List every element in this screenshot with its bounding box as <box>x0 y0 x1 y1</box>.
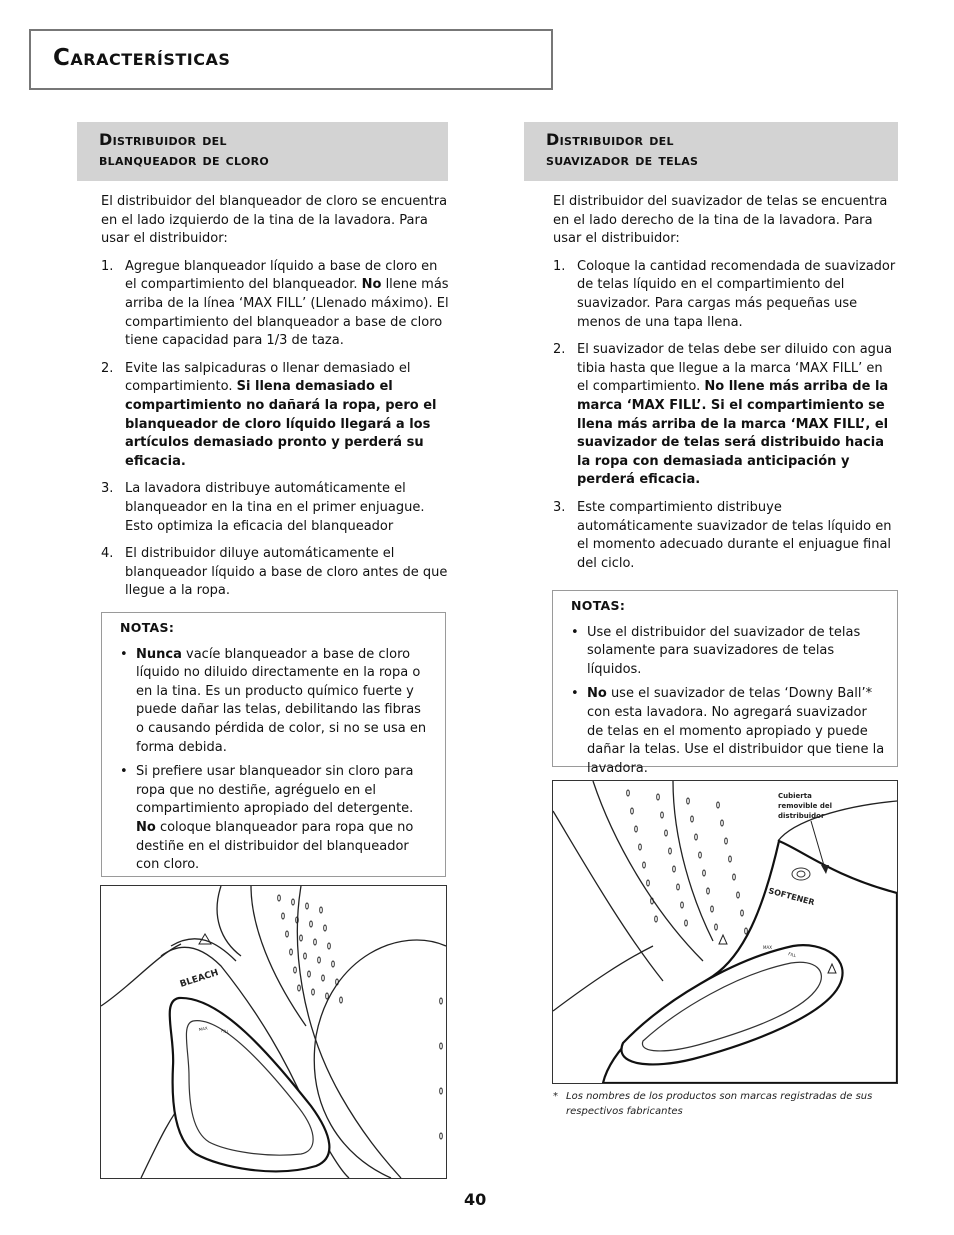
body-text: Este compartimiento distribuye automáticamente suavizador de telas líquido en el momento adecuado durante el enjuague final del ciclo. <box>577 499 892 571</box>
step-number: 3. <box>101 481 114 497</box>
bleach-notes-list <box>120 646 433 875</box>
drum-hole <box>312 989 315 995</box>
drum-hole <box>729 856 732 862</box>
left-step-item <box>101 258 451 351</box>
drum-hole <box>326 993 329 999</box>
body-text: llene más arriba de la línea ‘MAX FILL’ (Llenado máximo). El compartimiento del blanqueador a base de cloro tiene capacidad para 1/3 de taza. <box>125 277 449 349</box>
bleach-dispenser-illustration <box>100 885 447 1179</box>
drum-hole <box>440 1043 443 1049</box>
body-text: El suavizador de telas debe ser diluido con agua tibia hasta que llegue a la marca ‘MAX FILL’ en el compartimiento. <box>577 342 893 395</box>
bleach-section-heading <box>77 122 448 181</box>
softener-callout <box>778 792 832 820</box>
bleach-instructions <box>101 193 451 610</box>
drum-hole <box>304 953 307 959</box>
drum-hole <box>310 921 313 927</box>
drum-hole <box>290 949 293 955</box>
bleach-notes-box <box>101 612 446 877</box>
softener-fill-label: FILL <box>787 951 797 959</box>
drum-hole <box>669 848 672 854</box>
step-number: 2. <box>101 360 114 376</box>
softener-notes-list <box>571 624 885 779</box>
footnote-marker: * <box>553 1091 558 1102</box>
bleach-notes-title: NOTAS: <box>120 620 175 635</box>
drum-hole <box>647 880 650 886</box>
body-text: El distribuidor diluye automáticamente el blanqueador líquido a base de cloro antes de que llegue a la ropa. <box>125 546 448 599</box>
drum-hole <box>308 971 311 977</box>
bleach-max-label: MAX <box>198 1025 208 1032</box>
drum-hole <box>306 903 309 909</box>
body-text: Use el distribuidor del suavizador de telas solamente para suavizadores de telas líquidos. <box>587 624 861 677</box>
right-note-item <box>571 624 885 680</box>
drum-hole <box>639 844 642 850</box>
drum-hole <box>322 975 325 981</box>
drum-hole <box>300 935 303 941</box>
softener-label: SOFTENER <box>767 886 816 908</box>
page-title-box <box>29 29 553 90</box>
left-step-item <box>101 360 451 472</box>
drum-hole <box>695 834 698 840</box>
bullet: • <box>571 624 579 640</box>
drum-hole <box>298 985 301 991</box>
drum-hole <box>745 928 748 934</box>
bleach-heading-line1: Distribuidor del <box>99 130 227 149</box>
drum-hole <box>324 925 327 931</box>
right-step-item <box>553 499 898 573</box>
left-note-item <box>120 763 433 875</box>
bold-text: Si llena demasiado el compartimiento no dañará la ropa, pero el blanqueador de cloro líquido llegará a los artículos demasiado pronto y perderá su eficacia. <box>125 379 437 469</box>
right-note-item <box>571 685 885 778</box>
drum-hole <box>711 906 714 912</box>
left-step-item <box>101 545 451 601</box>
softener-callout-line3: distribuidor <box>778 812 825 820</box>
softener-intro: El distribuidor del suavizador de telas se encuentra en el lado derecho de la tina de la lavadora. Para usar el distribuidor: <box>553 194 888 247</box>
softener-max-label: MAX <box>763 945 772 950</box>
drum-hole <box>661 812 664 818</box>
drum-hole <box>733 874 736 880</box>
drum-hole <box>741 910 744 916</box>
step-number: 1. <box>553 258 566 274</box>
bullet: • <box>120 764 128 780</box>
bold-text: Nunca <box>136 646 182 662</box>
drum-hole <box>699 852 702 858</box>
softener-notes-box <box>552 590 898 776</box>
bleach-dispenser-drawing <box>101 886 446 1178</box>
drum-hole <box>314 939 317 945</box>
bold-text: No <box>136 819 156 835</box>
softener-heading-line1: Distribuidor del <box>546 130 674 149</box>
drum-hole <box>440 1088 443 1094</box>
drum-hole <box>318 957 321 963</box>
softener-notes-title: NOTAS: <box>571 598 626 613</box>
drum-hole <box>691 816 694 822</box>
drum-hole <box>328 943 331 949</box>
drum-hole <box>725 838 728 844</box>
bold-text: No <box>587 686 607 702</box>
body-text: coloque blanqueador para ropa que no destiñe en el distribuidor del blanqueador con cloro. <box>136 819 414 873</box>
footnote <box>553 1089 883 1119</box>
softener-dispenser-drawing <box>553 781 897 1083</box>
drum-hole <box>657 794 660 800</box>
body-text: Coloque la cantidad recomendada de suavizador de telas líquido en el compartimiento del suavizador. Para cargas más pequeñas use menos de una tapa llena. <box>577 258 896 330</box>
left-step-item <box>101 480 451 536</box>
drum-hole <box>721 820 724 826</box>
softener-dispenser-illustration <box>552 780 898 1084</box>
drum-hole <box>282 913 285 919</box>
drum-hole <box>681 902 684 908</box>
footnote-text: Los nombres de los productos son marcas registradas de sus respectivos fabricantes <box>566 1091 873 1117</box>
drum-hole <box>627 790 630 796</box>
drum-hole <box>635 826 638 832</box>
drum-hole <box>715 924 718 930</box>
drum-hole <box>643 862 646 868</box>
softener-section-heading <box>524 122 898 181</box>
body-text: vacíe blanqueador a base de cloro líquido no diluido directamente en la ropa o en la tina. Es un producto químico fuerte y puede dañar las telas, debilitando las fibras o causando pérdida de color, si no se usa en forma debida. <box>136 646 427 755</box>
softener-callout-line1: Cubierta <box>778 792 812 800</box>
right-step-item <box>553 258 898 332</box>
drum-hole <box>286 931 289 937</box>
bleach-fill-label: FILL <box>220 1028 230 1035</box>
drum-hole <box>320 907 323 913</box>
drum-hole <box>278 895 281 901</box>
drum-hole <box>707 888 710 894</box>
bold-text: No llene más arriba de la marca ‘MAX FILL’. Si el compartimiento se llena más arriba de la marca ‘MAX FILL’, el suavizador de telas será distribuido hacia la ropa con demasiada anticipación y perderá eficacia. <box>577 379 889 488</box>
drum-hole <box>440 998 443 1004</box>
drum-hole <box>294 967 297 973</box>
drum-hole <box>292 899 295 905</box>
drum-hole <box>685 920 688 926</box>
drum-hole <box>665 830 668 836</box>
drum-hole <box>655 916 658 922</box>
drum-hole <box>677 884 680 890</box>
drum-hole <box>673 866 676 872</box>
drum-hole <box>332 961 335 967</box>
left-note-item <box>120 646 433 758</box>
drum-hole <box>687 798 690 804</box>
bleach-heading-line2: blanqueador de cloro <box>99 150 270 169</box>
bullet: • <box>571 686 579 702</box>
softener-instructions <box>553 193 898 582</box>
bleach-intro: El distribuidor del blanqueador de cloro se encuentra en el lado izquierdo de la tina de la lavadora. Para usar el distribuidor: <box>101 194 448 247</box>
bleach-steps-list <box>101 258 451 601</box>
body-text: Evite las salpicaduras o llenar demasiado el compartimiento. <box>125 360 411 395</box>
step-number: 3. <box>553 499 566 515</box>
drum-hole <box>440 1133 443 1139</box>
softener-steps-list <box>553 258 898 574</box>
step-number: 1. <box>101 258 114 274</box>
right-step-item <box>553 341 898 490</box>
softener-heading-line2: suavizador de telas <box>546 150 699 169</box>
bleach-label: BLEACH <box>178 968 220 990</box>
body-text: use el suavizador de telas ‘Downy Ball’* con esta lavadora. No agregará suavizador de telas en el momento apropiado y puede dañar la telas. Use el distribuidor que tiene la lavadora. <box>587 686 885 776</box>
drum-hole <box>703 870 706 876</box>
drum-hole <box>631 808 634 814</box>
bold-text: No <box>361 277 382 293</box>
body-text: Si prefiere usar blanqueador sin cloro para ropa que no destiñe, agréguelo en el compartimiento apropiado del detergente. <box>136 764 414 817</box>
softener-callout-line2: removible del <box>778 802 833 810</box>
step-number: 2. <box>553 342 566 358</box>
drum-hole <box>737 892 740 898</box>
page-number: 40 <box>464 1190 487 1209</box>
page-title: Características <box>53 45 231 71</box>
drum-hole <box>717 802 720 808</box>
drum-hole <box>340 997 343 1003</box>
body-text: La lavadora distribuye automáticamente el blanqueador en la tina en el primer enjuague. Esto optimiza la eficacia del blanqueador <box>125 481 425 534</box>
bullet: • <box>120 646 128 662</box>
step-number: 4. <box>101 546 114 562</box>
body-text: Agregue blanqueador líquido a base de cloro en el compartimiento del blanqueador. <box>125 258 438 293</box>
